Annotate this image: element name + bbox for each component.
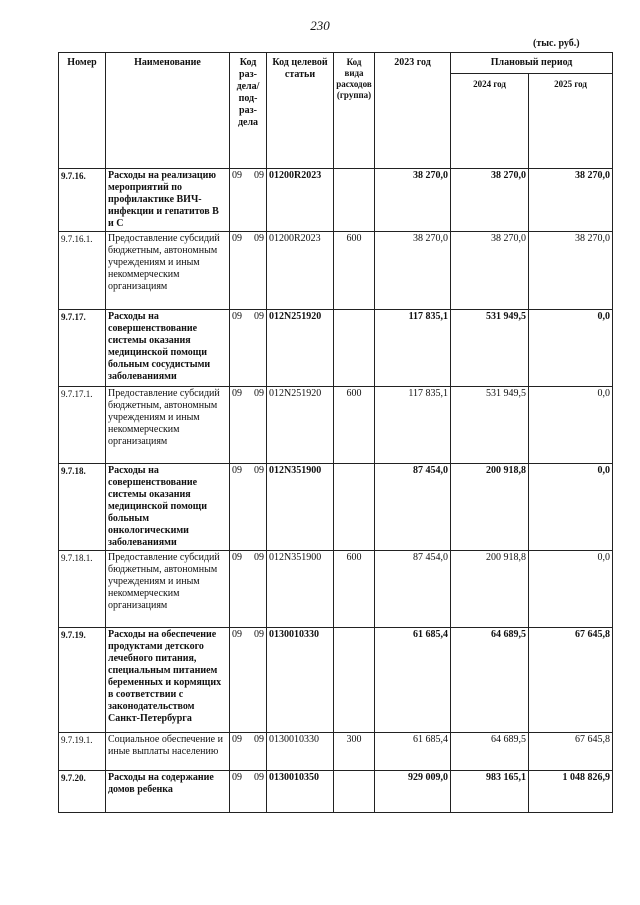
row-amount-2023: 38 270,0: [375, 232, 451, 310]
row-section-code: 09: [230, 387, 248, 464]
header-expense-type: Код вида расходов (группа): [334, 53, 375, 169]
page-number: 230: [310, 18, 330, 33]
row-amount-2023: 929 009,0: [375, 771, 451, 813]
header-name: Наименование: [106, 53, 230, 169]
row-number: 9.7.20.: [59, 771, 106, 813]
table-row: [59, 232, 613, 310]
row-amount-2023: 87 454,0: [375, 551, 451, 628]
row-amount-2023: 61 685,4: [375, 628, 451, 733]
row-amount-2024: 200 918,8: [451, 551, 529, 628]
row-subsection-code: 09: [248, 464, 267, 551]
row-amount-2025: 1 048 826,9: [529, 771, 613, 813]
row-target-code: 012N351900: [267, 551, 334, 628]
budget-table: [58, 52, 613, 813]
row-number: 9.7.19.1.: [59, 733, 106, 771]
row-name: Расходы на реализацию мероприятий по профилактике ВИЧ-инфекции и гепатитов В и С: [106, 169, 230, 232]
row-subsection-code: 09: [248, 232, 267, 310]
row-section-code: 09: [230, 628, 248, 733]
row-expense-type: [334, 169, 375, 232]
units-label: (тыс. руб.): [533, 38, 580, 49]
row-amount-2024: 38 270,0: [451, 169, 529, 232]
row-amount-2024: 531 949,5: [451, 387, 529, 464]
row-amount-2023: 61 685,4: [375, 733, 451, 771]
row-amount-2023: 117 835,1: [375, 310, 451, 387]
row-expense-type: 600: [334, 387, 375, 464]
table-row: [59, 169, 613, 232]
table-row: [59, 628, 613, 733]
table-row: [59, 771, 613, 813]
row-amount-2024: 64 689,5: [451, 733, 529, 771]
row-amount-2023: 117 835,1: [375, 387, 451, 464]
row-amount-2024: 983 165,1: [451, 771, 529, 813]
row-section-code: 09: [230, 771, 248, 813]
row-section-code: 09: [230, 551, 248, 628]
row-subsection-code: 09: [248, 733, 267, 771]
row-amount-2025: 0,0: [529, 551, 613, 628]
row-subsection-code: 09: [248, 771, 267, 813]
table-body: [59, 169, 613, 813]
table-row: [59, 387, 613, 464]
row-section-code: 09: [230, 310, 248, 387]
row-amount-2025: 67 645,8: [529, 628, 613, 733]
row-expense-type: [334, 771, 375, 813]
header-section-code: Код раз-дела/ под-раз-дела: [230, 53, 267, 169]
row-target-code: 0130010330: [267, 628, 334, 733]
row-target-code: 012N251920: [267, 310, 334, 387]
row-expense-type: 600: [334, 551, 375, 628]
row-target-code: 01200R2023: [267, 169, 334, 232]
row-expense-type: [334, 310, 375, 387]
header-year-2023: 2023 год: [375, 53, 451, 169]
header-number: Номер: [59, 53, 106, 169]
header-target-code: Код целевой статьи: [267, 53, 334, 169]
row-amount-2024: 64 689,5: [451, 628, 529, 733]
row-amount-2023: 87 454,0: [375, 464, 451, 551]
row-amount-2025: 38 270,0: [529, 232, 613, 310]
row-section-code: 09: [230, 733, 248, 771]
row-amount-2024: 531 949,5: [451, 310, 529, 387]
header-year-2024: 2024 год: [451, 74, 529, 169]
row-subsection-code: 09: [248, 310, 267, 387]
table-row: [59, 310, 613, 387]
row-section-code: 09: [230, 464, 248, 551]
row-amount-2023: 38 270,0: [375, 169, 451, 232]
table-row: [59, 464, 613, 551]
row-subsection-code: 09: [248, 169, 267, 232]
row-amount-2025: 67 645,8: [529, 733, 613, 771]
row-name: Расходы на содержание домов ребенка: [106, 771, 230, 813]
row-name: Предоставление субсидий бюджетным, автономным учреждениям и иным некоммерческим организациям: [106, 232, 230, 310]
row-expense-type: [334, 464, 375, 551]
row-number: 9.7.16.: [59, 169, 106, 232]
row-expense-type: 600: [334, 232, 375, 310]
row-name: Предоставление субсидий бюджетным, автономным учреждениям и иным некоммерческим организациям: [106, 551, 230, 628]
row-number: 9.7.16.1.: [59, 232, 106, 310]
row-target-code: 0130010330: [267, 733, 334, 771]
header-year-2025: 2025 год: [529, 74, 613, 169]
row-name: Предоставление субсидий бюджетным, автономным учреждениям и иным некоммерческим организациям: [106, 387, 230, 464]
row-amount-2024: 38 270,0: [451, 232, 529, 310]
row-name: Расходы на совершенствование системы оказания медицинской помощи больным онкологическими заболеваниями: [106, 464, 230, 551]
row-number: 9.7.18.1.: [59, 551, 106, 628]
row-target-code: 012N251920: [267, 387, 334, 464]
row-amount-2025: 0,0: [529, 310, 613, 387]
row-subsection-code: 09: [248, 551, 267, 628]
row-number: 9.7.19.: [59, 628, 106, 733]
row-name: Социальное обеспечение и иные выплаты населению: [106, 733, 230, 771]
row-number: 9.7.17.: [59, 310, 106, 387]
row-amount-2025: 0,0: [529, 464, 613, 551]
row-amount-2024: 200 918,8: [451, 464, 529, 551]
row-target-code: 012N351900: [267, 464, 334, 551]
row-subsection-code: 09: [248, 387, 267, 464]
header-planned-period: Плановый период: [451, 53, 613, 74]
row-name: Расходы на совершенствование системы оказания медицинской помощи больным сосудистыми заболеваниями: [106, 310, 230, 387]
table-row: [59, 733, 613, 771]
row-section-code: 09: [230, 232, 248, 310]
row-expense-type: [334, 628, 375, 733]
row-section-code: 09: [230, 169, 248, 232]
row-number: 9.7.18.: [59, 464, 106, 551]
row-amount-2025: 38 270,0: [529, 169, 613, 232]
row-amount-2025: 0,0: [529, 387, 613, 464]
row-target-code: 0130010350: [267, 771, 334, 813]
row-expense-type: 300: [334, 733, 375, 771]
table-row: [59, 551, 613, 628]
row-name: Расходы на обеспечение продуктами детского лечебного питания, специальным питанием беременных и кормящих в соответствии с законодательством Санкт-Петербурга: [106, 628, 230, 733]
row-subsection-code: 09: [248, 628, 267, 733]
row-number: 9.7.17.1.: [59, 387, 106, 464]
row-target-code: 01200R2023: [267, 232, 334, 310]
